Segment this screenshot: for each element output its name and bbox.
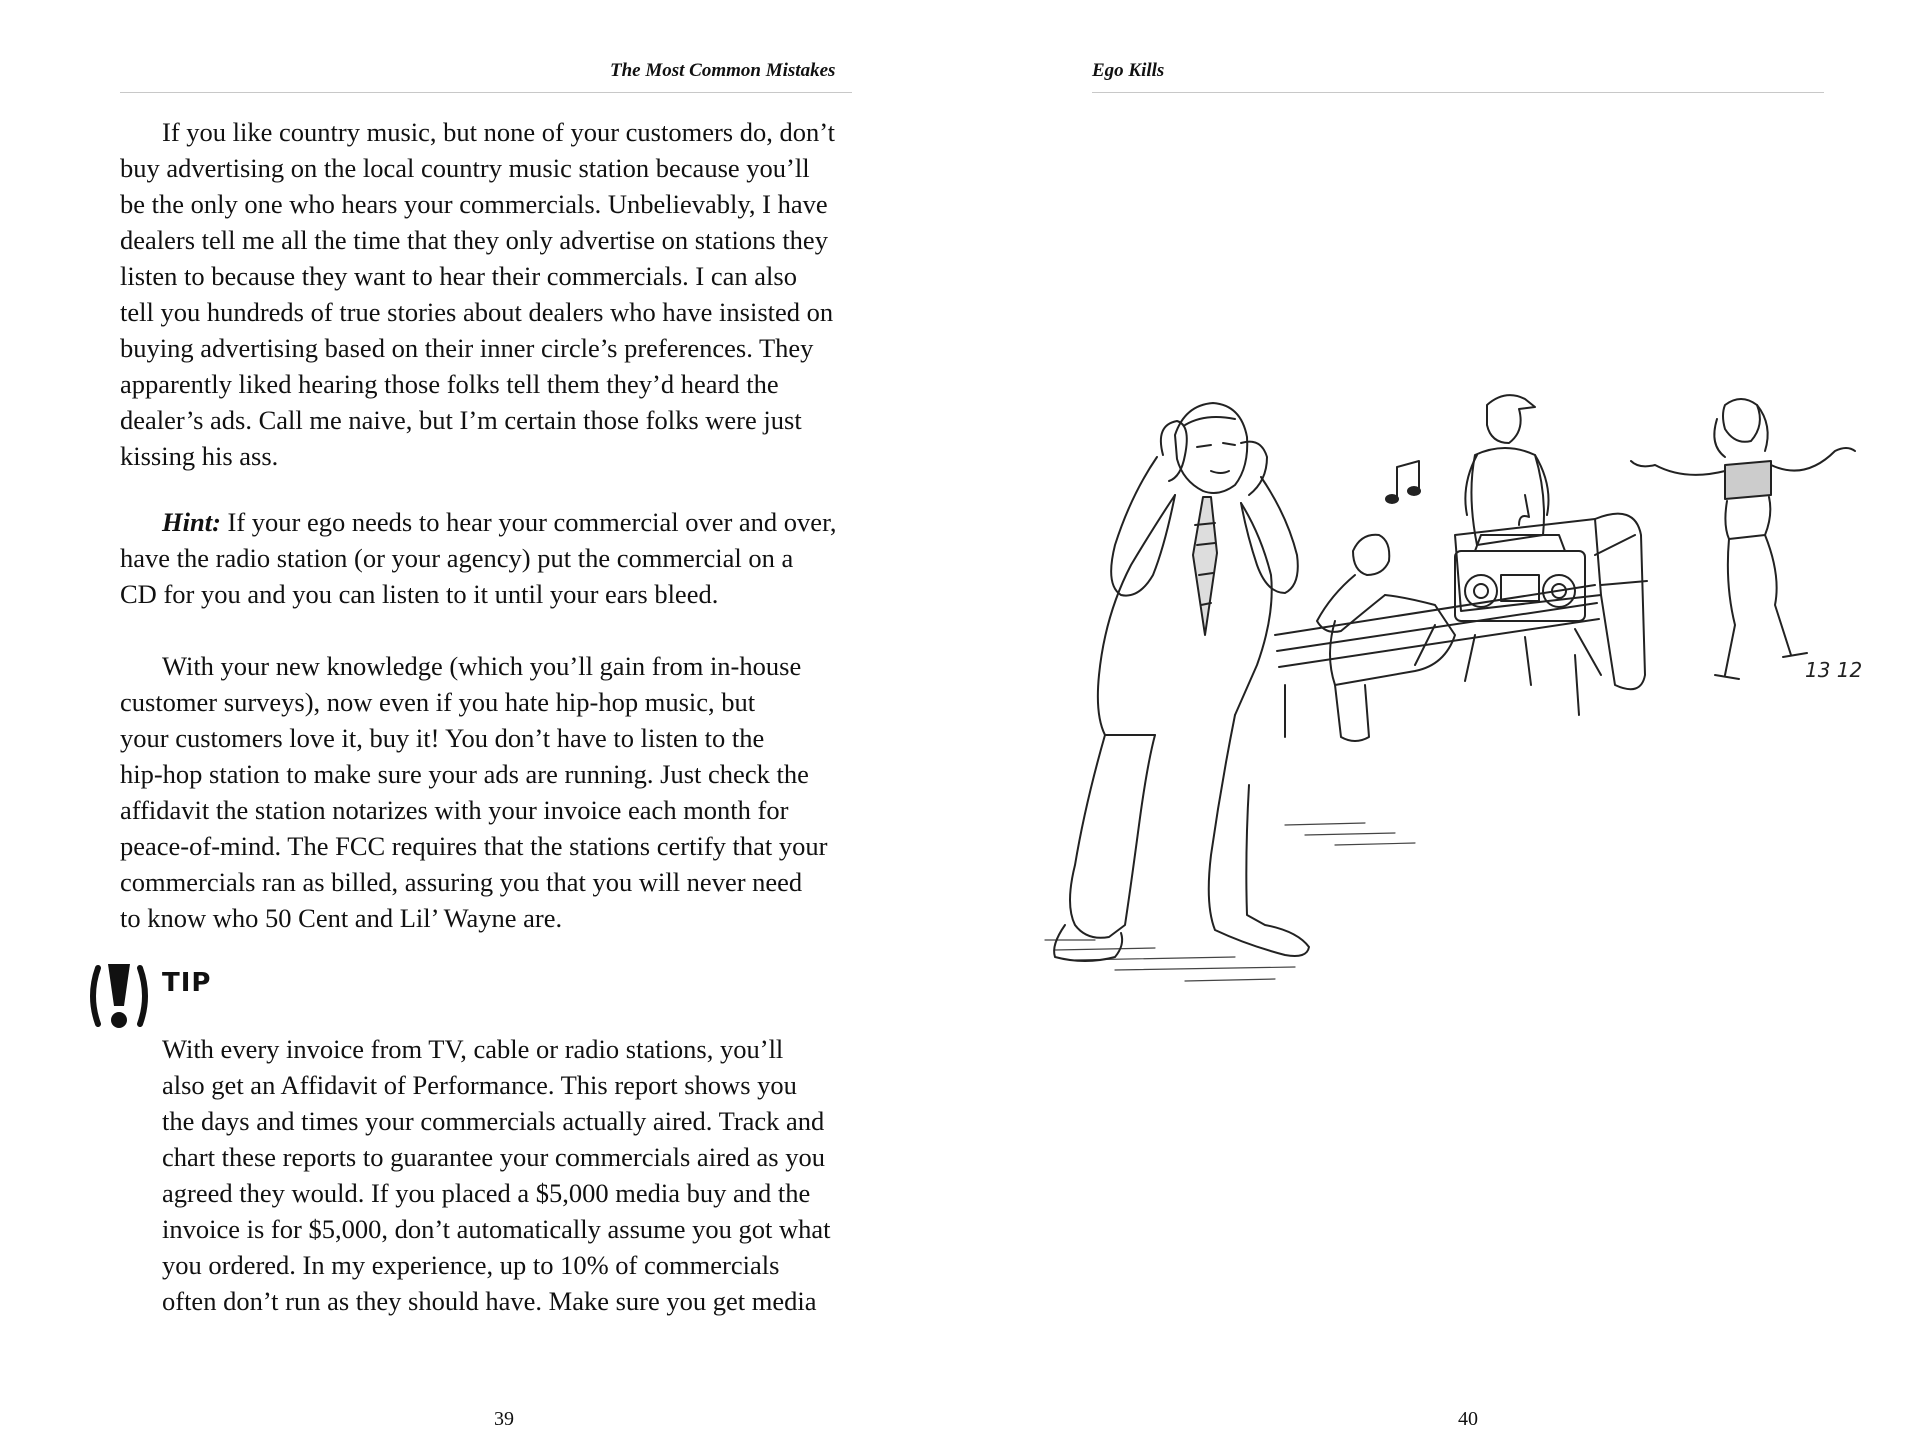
text-line: customer surveys), now even if you hate hip-hop music, but — [120, 687, 756, 717]
text-line: commercials ran as billed, assuring you that you will never need — [120, 867, 803, 897]
text-line: kissing his ass. — [120, 441, 279, 471]
text-line: With every invoice from TV, cable or radio stations, you’ll — [162, 1034, 784, 1064]
running-head: The Most Common Mistakes — [610, 60, 836, 81]
text-line: buy advertising on the local country music station because you’ll — [120, 153, 810, 183]
text-line: invoice is for $5,000, don’t automatically assume you got what — [162, 1214, 831, 1244]
text-line: CD for you and you can listen to it until your ears bleed. — [120, 579, 719, 609]
dancing-woman — [1631, 399, 1855, 679]
text-line: you ordered. In my experience, up to 10% of commercials — [162, 1250, 780, 1280]
text-line: affidavit the station notarizes with your invoice each month for — [120, 795, 789, 825]
text-line: agreed they would. If you placed a $5,000 media buy and the — [162, 1178, 811, 1208]
text-line: chart these reports to guarantee your commercials aired as you — [162, 1142, 825, 1172]
text-line — [120, 504, 860, 540]
bench — [1275, 514, 1645, 737]
ground-shadow — [1045, 823, 1415, 981]
tip-title: TIP — [162, 968, 212, 998]
paragraph-country-music — [120, 114, 860, 474]
exclamation-icon — [86, 958, 152, 1034]
text-line: peace-of-mind. The FCC requires that the stations certify that your — [120, 831, 828, 861]
text-line: hip-hop station to make sure your ads are running. Just check the — [120, 759, 809, 789]
reclining-person — [1317, 535, 1455, 741]
text-line: If you like country music, but none of your customers do, don’t — [162, 117, 835, 147]
text-line: buying advertising based on their inner circle’s preferences. They — [120, 333, 814, 363]
text-line: also get an Affidavit of Performance. This report shows you — [162, 1070, 797, 1100]
hint-label: Hint: — [162, 507, 221, 537]
tip-body — [162, 1031, 862, 1319]
text-line: often don’t run as they should have. Make sure you get media — [162, 1286, 817, 1316]
text-line: to know who 50 Cent and Lil’ Wayne are. — [120, 903, 563, 933]
text-line: tell you hundreds of true stories about dealers who have insisted on — [120, 297, 834, 327]
text-line: dealer’s ads. Call me naive, but I’m certain those folks were just — [120, 405, 802, 435]
header-rule — [1092, 92, 1824, 93]
sketch-illustration — [1035, 385, 1905, 1005]
running-head: Ego Kills — [1092, 60, 1165, 81]
text-line: your customers love it, buy it! You don’t have to listen to the — [120, 723, 765, 753]
paragraph-hint — [120, 504, 860, 612]
man-figure — [1054, 403, 1309, 961]
text-line: be the only one who hears your commercials. Unbelievably, I have — [120, 189, 828, 219]
music-notes — [1386, 461, 1529, 525]
page-number: 40 — [1458, 1408, 1478, 1430]
text-line: the days and times your commercials actually aired. Track and — [162, 1106, 825, 1136]
hint-text: If your ego needs to hear your commercial over and over, — [220, 507, 837, 537]
text-line: have the radio station (or your agency) put the commercial on a — [120, 543, 794, 573]
text-line: With your new knowledge (which you’ll gain from in-house — [162, 651, 802, 681]
text-line: apparently liked hearing those folks tell them they’d heard the — [120, 369, 779, 399]
text-line: listen to because they want to hear their commercials. I can also — [120, 261, 797, 291]
paragraph-hip-hop — [120, 648, 860, 936]
page-number: 39 — [494, 1408, 514, 1430]
illustration-signature: 13 12 — [1805, 658, 1863, 682]
capped-person — [1465, 395, 1548, 545]
text-line: dealers tell me all the time that they only advertise on stations they — [120, 225, 828, 255]
header-rule — [120, 92, 852, 93]
